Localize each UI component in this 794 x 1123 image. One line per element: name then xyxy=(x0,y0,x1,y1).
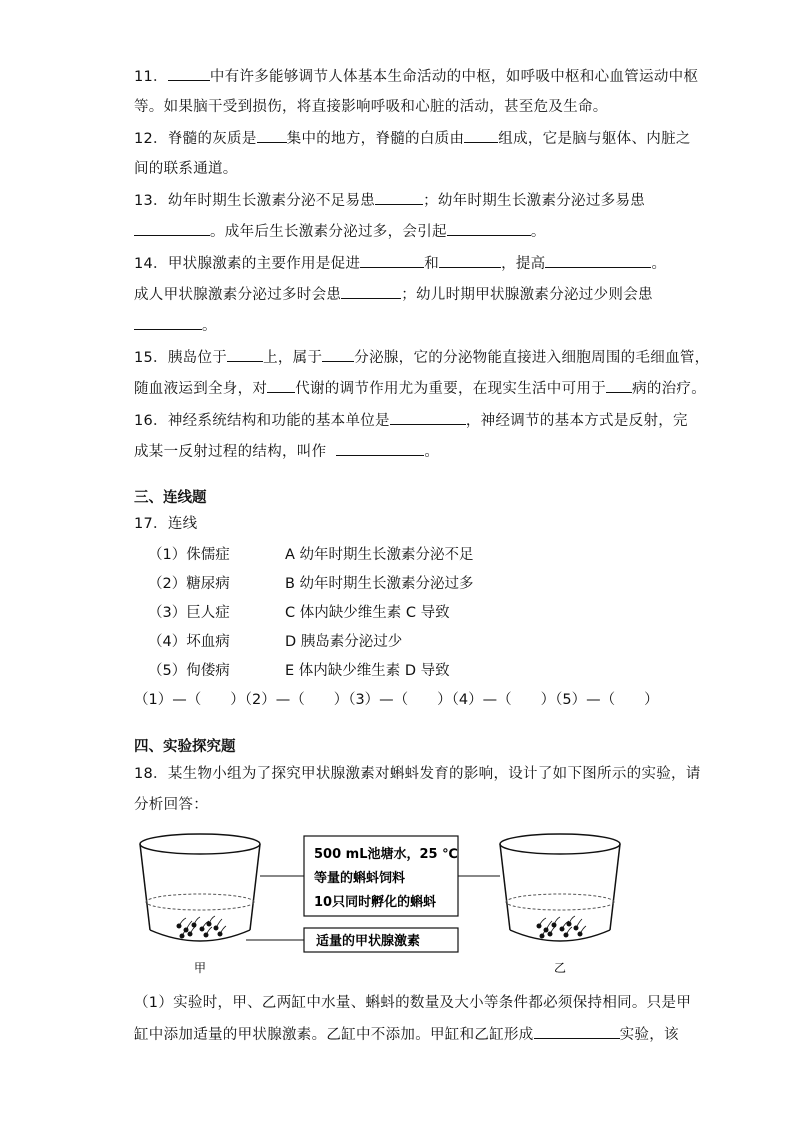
q16-blank-2 xyxy=(336,441,424,456)
q15-line1 xyxy=(134,347,709,368)
q17-left-4: （4）坏血病 xyxy=(148,634,230,650)
q18-sub1-line1: （1）实验时，甲、乙两缸中水量、蝌蚪的数量及大小等条件都必须保持相同。只是甲 xyxy=(134,995,692,1011)
q13-text-d: 。 xyxy=(530,224,546,240)
q14-text-d: 。 xyxy=(651,256,667,272)
conditions-line2: 等量的蝌蚪饲料 xyxy=(314,871,406,886)
q12-text-c: 组成，它是脑与躯体、内脏之 xyxy=(498,131,691,147)
q17-left-2: （2）糖尿病 xyxy=(148,576,230,592)
q12-line2: 间的联系通道。 xyxy=(134,161,238,177)
q14-text-g: 。 xyxy=(202,318,217,334)
q14-text-c: ，提高 xyxy=(501,256,546,272)
q14-text-f: ；幼儿时期甲状腺激素分泌过少则会患 xyxy=(401,287,653,303)
q15-blank-3 xyxy=(267,378,295,393)
section3-heading: 三、连线题 xyxy=(134,490,207,506)
q13-line2 xyxy=(134,221,546,242)
q14-blank-4 xyxy=(341,284,401,299)
conditions-line1: 500 mL池塘水，25 ℃ xyxy=(314,847,458,862)
q18-line1: 18．某生物小组为了探究甲状腺激素对蝌蚪发育的影响，设计了如下图所示的实验，请 xyxy=(134,766,701,782)
conditions-line3: 10只同时孵化的蝌蚪 xyxy=(314,895,437,910)
q17-right-b: B 幼年时期生长激素分泌过多 xyxy=(285,576,474,592)
q17-right-d: D 胰岛素分泌过少 xyxy=(285,634,403,650)
q18-blank-1 xyxy=(534,1024,620,1039)
q18-sub1-text-b: 实验，该 xyxy=(619,1027,679,1043)
q15-text-f: 病的治疗。 xyxy=(632,381,707,397)
q17-answer-row: （1）—（ ）（2）—（ ）（3）—（ ）（4）—（ ）（5）—（ ） xyxy=(134,692,659,708)
q14-text-b: 和 xyxy=(424,256,440,272)
q14-line2 xyxy=(134,284,653,305)
tank-yi xyxy=(500,834,620,941)
q13-blank-2 xyxy=(134,221,210,236)
q14-text-a: 14．甲状腺激素的主要作用是促进 xyxy=(134,256,361,272)
q17-left-3: （3）巨人症 xyxy=(148,605,230,621)
q12-line1 xyxy=(134,128,691,149)
q17-left-5: （5）佝偻病 xyxy=(148,663,230,679)
tadpoles-yi xyxy=(537,922,583,939)
q12-text-b: 集中的地方，脊髓的白质由 xyxy=(286,131,465,147)
tank-yi-label: 乙 xyxy=(553,961,567,975)
q16-text-c: 成某一反射过程的结构，叫作 xyxy=(134,444,327,460)
q11-number: 11． xyxy=(134,69,168,85)
q13-text-a: 13．幼年时期生长激素分泌不足易患 xyxy=(134,193,376,209)
q15-blank-1 xyxy=(227,347,263,362)
experiment-figure xyxy=(134,830,664,980)
q11-blank xyxy=(168,66,210,81)
q18-line2: 分析回答： xyxy=(134,797,208,813)
q16-text-a: 16．神经系统结构和功能的基本单位是 xyxy=(134,413,390,429)
q15-text-d: 随血液运到全身，对 xyxy=(134,381,268,397)
q14-text-e: 成人甲状腺激素分泌过多时会患 xyxy=(134,287,342,303)
q14-line3 xyxy=(134,315,217,336)
q14-blank-3 xyxy=(545,253,651,268)
tadpoles-jia xyxy=(177,922,223,939)
q14-blank-5 xyxy=(134,315,202,330)
q15-text-a: 15．胰岛位于 xyxy=(134,350,228,366)
q13-blank-3 xyxy=(447,221,531,236)
q17-right-e: E 体内缺少维生素 D 导致 xyxy=(285,663,450,679)
q16-blank-1 xyxy=(390,410,466,425)
q15-text-e: 代谢的调节作用尤为重要，在现实生活中可用于 xyxy=(295,381,607,397)
q11-text: 中有许多能够调节人体基本生命活动的中枢，如呼吸中枢和心血管运动中枢 xyxy=(209,69,699,85)
q15-text-b: 上，属于 xyxy=(263,350,323,366)
tank-jia-label: 甲 xyxy=(193,961,207,975)
q17-left-1: （1）侏儒症 xyxy=(148,547,230,563)
q12-blank-2 xyxy=(464,128,498,143)
tank-jia xyxy=(140,834,260,941)
q11-line1 xyxy=(134,66,698,87)
q14-blank-2 xyxy=(439,253,501,268)
q13-text-c: 。成年后生长激素分泌过多，会引起 xyxy=(210,224,447,240)
q13-blank-1 xyxy=(375,190,423,205)
section4-heading: 四、实验探究题 xyxy=(134,739,236,755)
q16-text-d: 。 xyxy=(424,444,440,460)
q12-text-a: 12．脊髓的灰质是 xyxy=(134,131,257,147)
q15-blank-2 xyxy=(322,347,354,362)
q17-right-c: C 体内缺少维生素 C 导致 xyxy=(285,605,450,621)
q12-blank-1 xyxy=(257,128,287,143)
q13-text-b: ；幼年时期生长激素分泌过多易患 xyxy=(423,193,646,209)
q13-line1 xyxy=(134,190,645,211)
q16-text-b: ，神经调节的基本方式是反射，完 xyxy=(465,413,688,429)
hormone-label: 适量的甲状腺激素 xyxy=(316,934,421,949)
q14-line1 xyxy=(134,253,666,274)
q15-blank-4 xyxy=(606,378,632,393)
q16-line2 xyxy=(134,441,439,462)
q18-sub1-line2 xyxy=(134,1024,679,1045)
q16-line1 xyxy=(134,410,688,431)
q17-title: 17．连线 xyxy=(134,516,198,532)
q15-line2 xyxy=(134,378,706,399)
q17-right-a: A 幼年时期生长激素分泌不足 xyxy=(285,547,474,563)
q11-line2: 等。如果脑干受到损伤，将直接影响呼吸和心脏的活动，甚至危及生命。 xyxy=(134,99,608,115)
q14-blank-1 xyxy=(360,253,424,268)
q15-text-c: 分泌腺，它的分泌物能直接进入细胞周围的毛细血管， xyxy=(354,350,710,366)
q18-sub1-text-a: 缸中添加适量的甲状腺激素。乙缸中不添加。甲缸和乙缸形成 xyxy=(134,1027,534,1043)
